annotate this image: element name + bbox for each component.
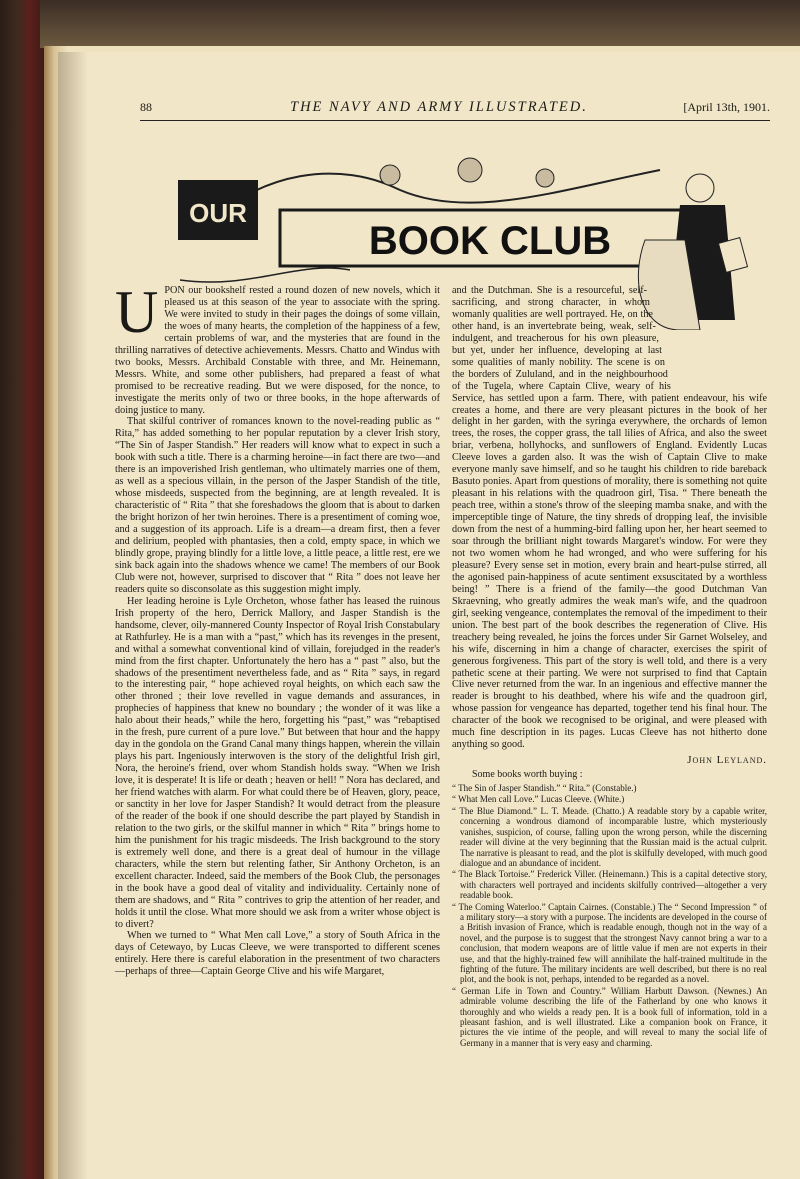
book-entry: “ The Sin of Jasper Standish.” “ Rita.” (Constable.): [452, 783, 637, 794]
fruit-1: [380, 165, 400, 185]
book-entry: “ German Life in Town and Country.” William Harbutt Dawson. (Newnes.) An admirable volume describing the life of the Fatherland by one who knows it thoroughly and who wields a ready pen. It is a book full of information, told in a pleasant fashion, and is well illustrated. Like a companion book on France, it pictures the vie intime of the people, and will reveal to many the social life of Germany in a manner that is very easy and charming.: [452, 985, 767, 1048]
book-entry: “ The Coming Waterloo.” Captain Cairnes. (Constable.) The “ Second Impression ” of a military story—a story with a purpose. The incidents are developed in the course of a British invasion of France, which is readable enough, though not in the way of a novel, and the purpose is to suggest that the strongest Navy cannot bring a war to a conclusion, that modern weapons are of little value if men are not experts in their use, and that the highly-trained few will annihilate the half-trained multitude in the fighting of the future. The military incidents are well described, but there is no real plot, and the book is not, perhaps, intended to be regarded as a novel.: [452, 901, 767, 985]
fruit-2: [458, 158, 482, 182]
illustration-wrap: [647, 285, 767, 381]
paragraph-1-text: PON our bookshelf rested a round dozen of new novels, which it pleased us at this season of the year to associate with the spring. We were invited to study in their pages the doings of some villain, the woes of many hearts, the completion of the happiness of a few, certain problems of war, and the mysteries that are found in the thrilling narratives of detective achievements. Messrs. Chatto and Windus with two books, Messrs. Archibald Constable with three, and Mr. Heinemann, Messrs. White, and some other publishers, had prepared a feast of what promised to be recreative reading. But we were disposed, for the nonce, to investigate the merits only of two or three books, in the hope afterwards of doing justice to many.: [115, 285, 440, 416]
book-entry: “ What Men call Love.” Lucas Cleeve. (White.): [452, 794, 625, 805]
drop-cap: U: [115, 279, 159, 345]
paragraph-3: Her leading heroine is Lyle Orcheton, whose father has leased the ruinous Irish property of the hero, Derrick Mallory, and Jasper Standish is the handsome, clever, oily-mannered County Inspector of Royal Irish Constabulary at Rathfurley. He is a man with a “past,” which has its revenges in the present, and withal a somewhat conventional kind of villain, forejudged in the reader's mind from the first chapter. Unfortunately the hero has a “ past ” also, but the shadows of the presentiment nevertheless fade, and as “ Rita ” says, in regard to the interesting pair, “ hope achieved royal heights, on which each saw the other throned ; their love revelled in vague demands and assurances, in prophecies of happiness that knew no boundary ; the wonder of it was like a halo about their heads,” while the hero, forgetting his “past,” was “rebaptised in the fresh, pure current of a pure love.” But between that hour and the happy day in the gondola on the Grand Canal many things happen, wherein the villain plays his part. Ingeniously interwoven is the story of the delightful Irish girl, Nora, the heroine's friend, over whom Standish holds sway. “When we Irish love, it is desperate! It is life or death ; heaven or hell! ” Nora has declared, and her friend watches with alarm. For what could there be of Heaven, glory, peace, or sanctity in her love for Jasper Standish? It would detract from the pleasure of the reader of the book if one should describe the part played by Standish in relation to the two girls, or the skilful manner in which “ Rita ” brings home to him the punishment for his tragic misdeeds. The Irish background to the story is extremely well done, and there is a great deal of humour in the village characters, while the stern but relenting father, Sir Anthony Orcheton, is an excellent character. Indeed, said the members of the Book Club, the personages in the book have a good deal of vitality and individuality. Certainly none of them are shadows, and “ Rita ” contrives to grip the attention of her reader, and holds it until the close. What more should we ask from a writer whose object is to divert?: [115, 595, 440, 930]
issue-date: [April 13th, 1901.: [683, 100, 770, 114]
publication-title: THE NAVY AND ARMY ILLUSTRATED.: [290, 99, 588, 115]
left-column: [115, 279, 440, 978]
author-signature: John Leyland.: [687, 754, 767, 767]
book-entry: “ The Blue Diamond.” L. T. Meade. (Chatto.) A readable story by a capable writer, concerning a wondrous diamond of incomparable lustre, which mysteriously vanishes, suspicion, of course, falling upon the wrong person, while the discerning reader will divine at the very beginning that the Russian maid is the actual culprit. The narrative is pleasant to read, and the plot is skilfully developed, with much good dialogue and an abundance of incident.: [452, 805, 767, 868]
vine-lower: [180, 268, 350, 282]
right-column: [452, 285, 767, 1049]
page-number: 88: [140, 100, 152, 114]
fruit-3: [536, 169, 554, 187]
running-header: [140, 100, 770, 120]
paragraph-1: [115, 279, 440, 416]
books-list-title: Some books worth buying :: [472, 769, 583, 781]
binding-top-edge: [40, 0, 800, 48]
header-rule: [140, 120, 770, 121]
paragraph-4: When we turned to “ What Men call Love,” a story of South Africa in the days of Cetewayo, by Lucas Cleeve, we were transported to different scenes entirely. Here there is careful elaboration in the presentment of two characters—perhaps of three—Captain George Clive and his wife Margaret,: [115, 930, 440, 978]
figure-head: [686, 174, 714, 202]
paragraph-5: and the Dutchman. She is a resourceful, self-sacrificing, and strong character, in whom womanly qualities are well portrayed. He, on the other hand, is an invertebrate being, weak, self-indulgent, and treacherous for his own pleasure, but yet, under her influence, developing at last some qualities of manly nobility. The scene is on the borders of Zululand, and in the neighbourhood of the Tugela, where Captain Clive, weary of his Service, has settled upon a farm. There, with patient endeavour, his wife creates a home, and there are very pleasant pictures in the book of her delight in her garden, with the syringa everywhere, the orchards of lemon trees, the roses, the copper grass, the tall lilies of Africa, and also the sweet briar, verbena, hollyhocks, and sunflowers of England. Evidently Lucas Cleeve loves a garden also. It was the wish of Captain Clive to make everyone manly save himself, and so he taught his children to ride bareback Basuto ponies. Apart from questions of morality, there is something not quite pleasant in his relations with the quadroon girl, Tisa. “ There beneath the peach tree, within a stone's throw of the sleeping mamba snake, and with the imperceptible tinge of Nature, the tiny shreds of dropping leaf, the invisible down from the nest of a humming-bird falling upon her, her heart seemed to soar through the brilliant night towards Margaret's window. For were they not two women whom he had wronged, and who were suffering for his pleasure? Every sense set in motion, every brain and heart-pulse stirred, all the agonised pain-happiness of acute sentiment exsuscitated by a worthless being! ” There is a friend of the family—the good Dutchman Van Skraevning, who greatly admires the weak man's wife, and the quadroon girl, seeking vengeance, contemplates the removal of the impediment to their union. The best part of the book describes the regeneration of Clive. His treachery being revealed, he joins the forces under Sir Garnet Wolseley, and his wife, discerning in him a change of character, exercises the spirit of generous forgiveness. This part of the story is well told, and there is a very pathetic scene at their parting. We were not surprised to find that Captain Clive never returned from the war. In an ingenious and effective manner the reader is brought to his deathbed, where his wife and the quadroon girl, whose passion for vengeance has departed, together tend his final hour. The character of the book we recognised to be original, and were pleased with much fine description in its pages. Lucas Cleeve has not hitherto done anything so good.: [452, 285, 767, 751]
books-list: [452, 783, 767, 1048]
our-label: OUR: [189, 198, 247, 228]
book-club-label: BOOK CLUB: [368, 219, 612, 263]
book-entry: “ The Black Tortoise.” Frederick Viller. (Heinemann.) This is a capital detective story, with characters well portrayed and incidents skilfully contrived—altogether a very readable book.: [452, 869, 767, 901]
paragraph-2: That skilful contriver of romances known to the novel-reading public as “ Rita,” has added something to her popular reputation by a clever Irish story, “The Sin of Jasper Standish.” Her readers will know what to expect in such a book with such a title. There is a charming heroine—in fact there are two—and there is an impoverished Irish gentleman, who ultimately marries one of them, as well as a specious villain, in the person of the Jasper Standish of the title, whose misdeeds, suspected from the beginning, are at length revealed. It is characteristic of “ Rita ” that she foreshadows the gloom that is about to darken the bright horizon of her twin heroines. There is a presentiment of coming woe, and a suggestion of its approach. Life is a dream—a dream first, then a fever and delirium, peopled with phantasies, then a cold, empty space, in which we blindly grope, praying blindly for a little love, a little peace, a little rest, ere we sink back again into the shadows whence we came! The members of our Book Club were not, however, surprised to discover that “ Rita ” does not leave her readers quite so disconsolate as this suggestion might imply.: [115, 416, 440, 595]
